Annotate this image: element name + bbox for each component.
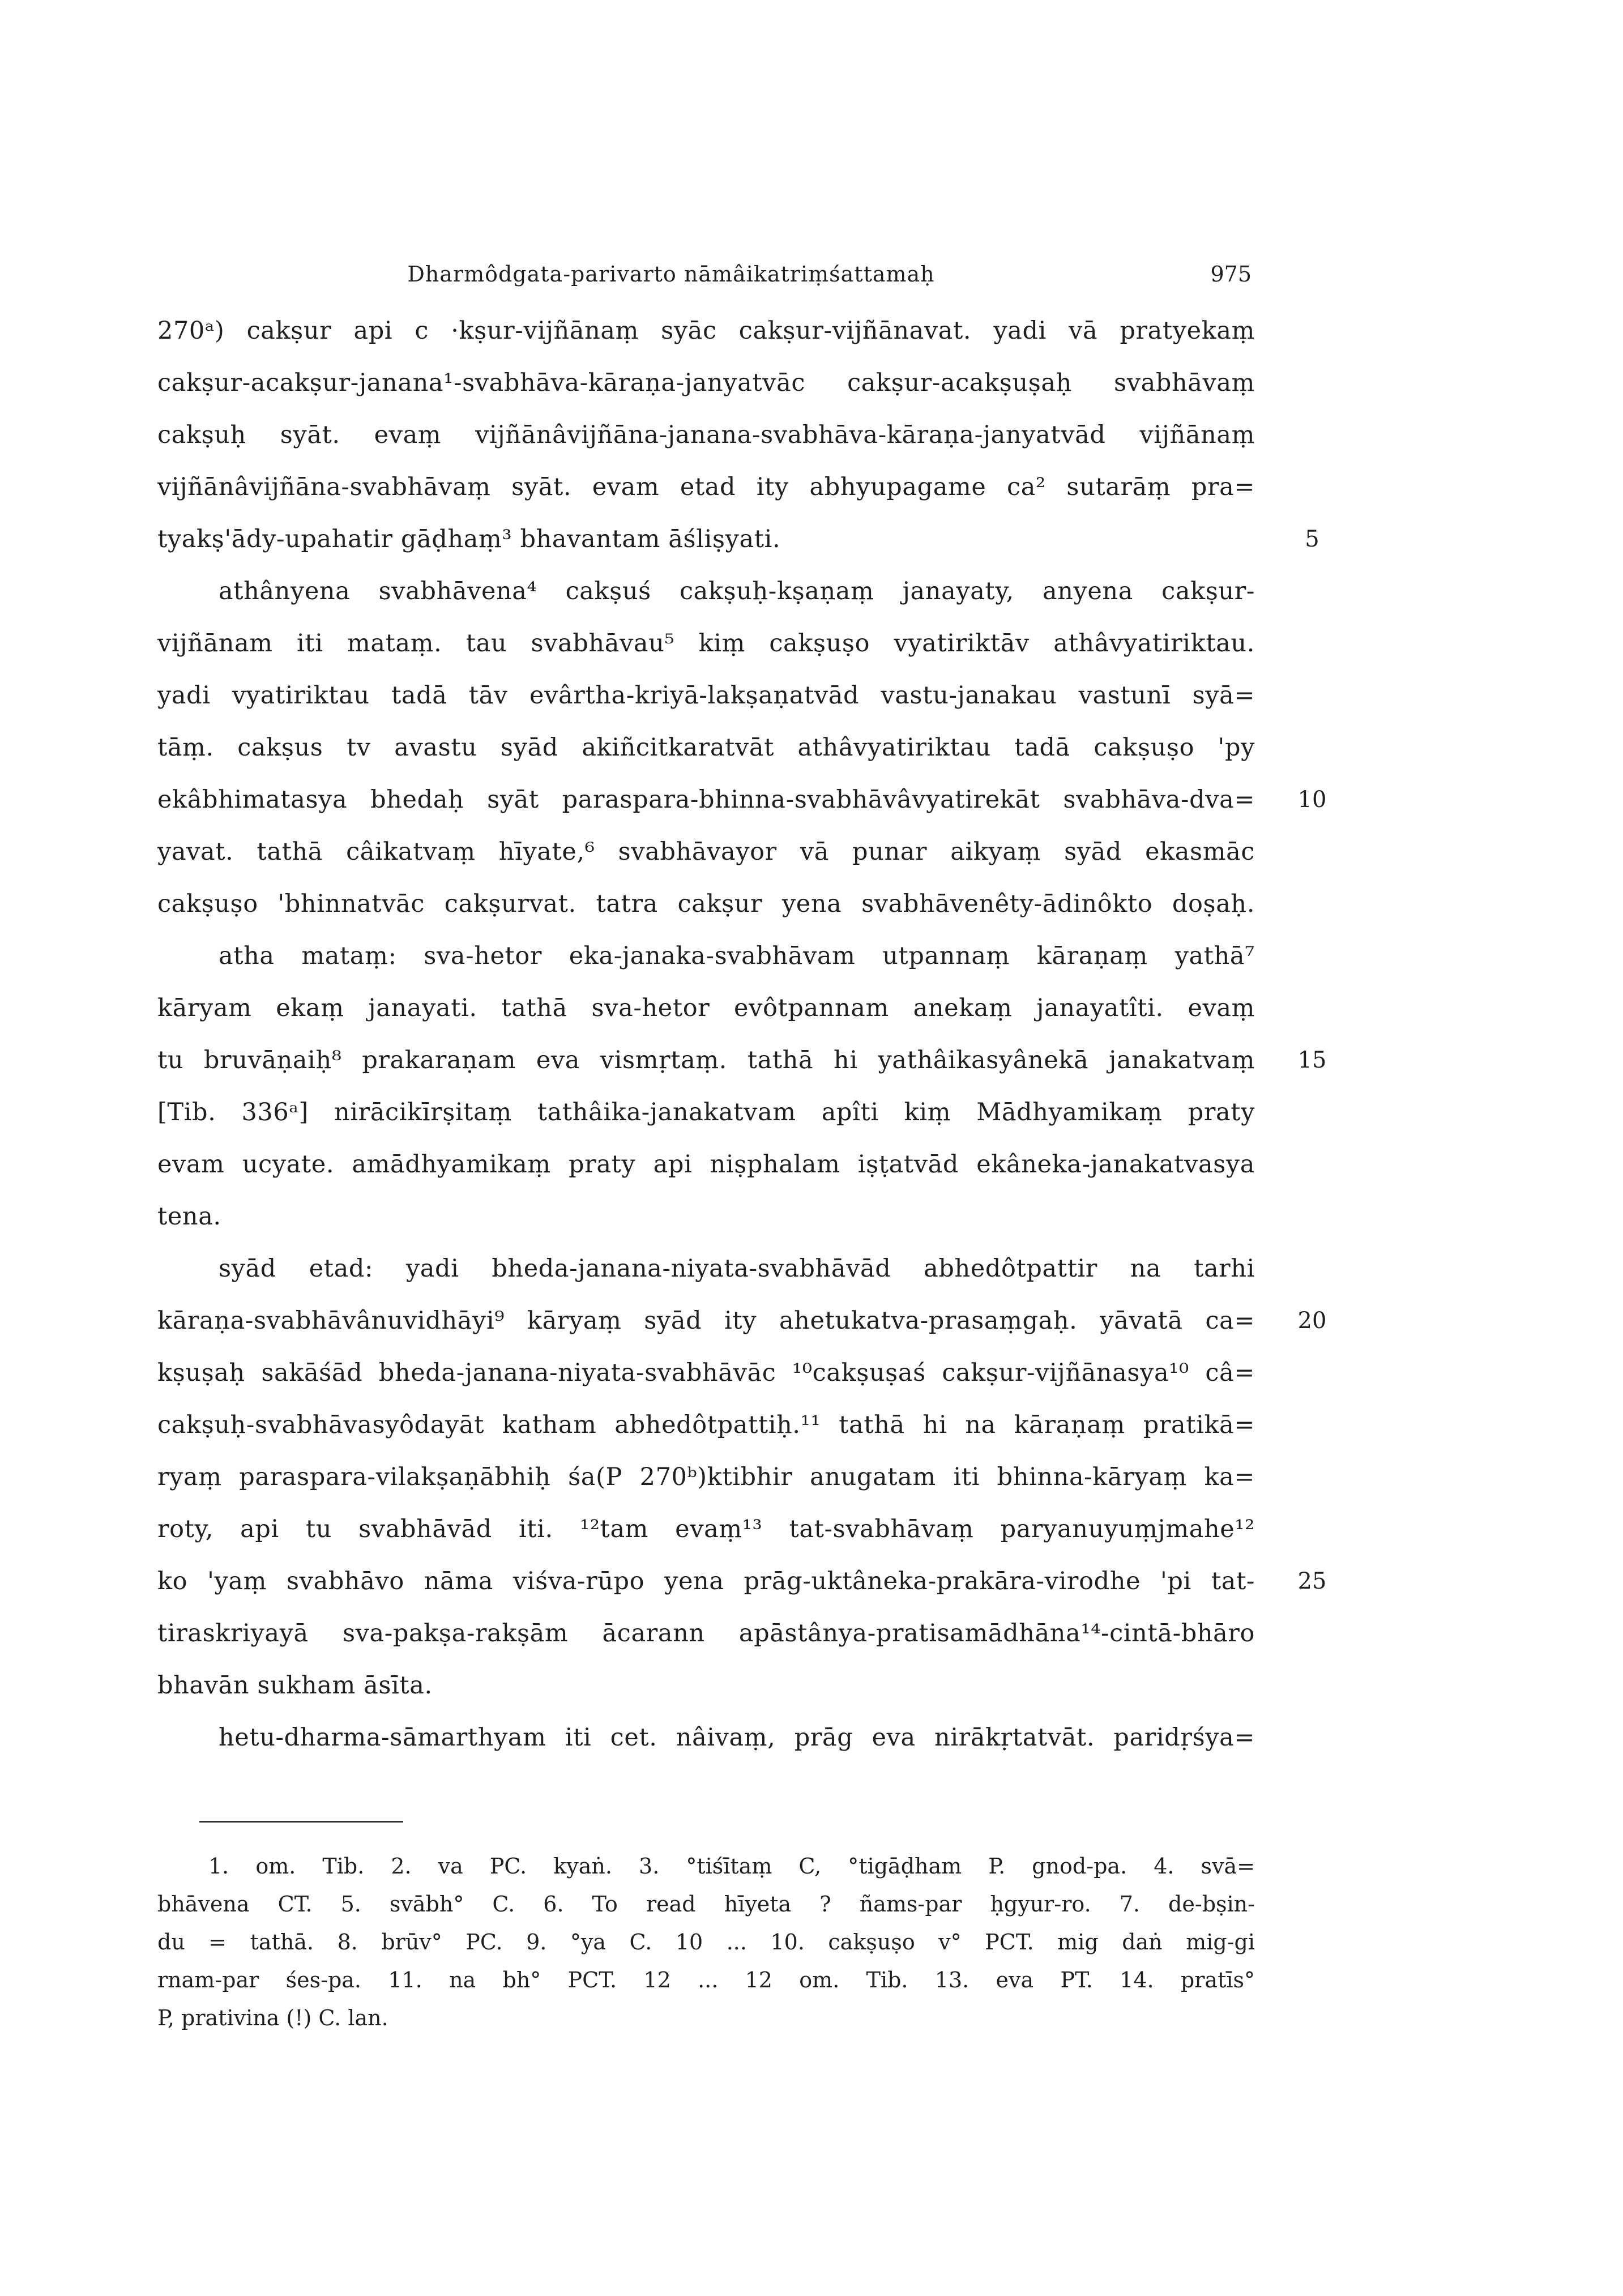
text-line-6: athânyena svabhāvena⁴ cakṣuś cakṣuḥ-kṣaṇaṃ janayaty, anyena cakṣur-	[219, 577, 1255, 605]
text-line-2: cakṣur-acakṣur-janana¹-svabhāva-kāraṇa-janyatvāc cakṣur-acakṣuṣaḥ svabhāvaṃ	[157, 369, 1255, 397]
line-number-10: 10	[1297, 787, 1327, 813]
line-number-5: 5	[1305, 526, 1319, 552]
text-line-1: 270ᵃ) cakṣur api c ·kṣur-vijñānaṃ syāc cakṣur-vijñānavat. yadi vā pratyekaṃ	[157, 317, 1255, 345]
text-line-19: syād etad: yadi bheda-janana-niyata-svabhāvād abhedôtpattir na tarhi	[219, 1254, 1255, 1283]
footnote-line-1: 1. om. Tib. 2. va PC. kyaṅ. 3. °tiśītaṃ C, °tigāḍham P. gnod-pa. 4. svā=	[208, 1854, 1255, 1879]
main-text	[157, 305, 1255, 1764]
footnote-line-3: du = tathā. 8. brūv° PC. 9. °ya C. 10 ... 10. cakṣuṣo v° PCT. mig daṅ mig-gi	[157, 1930, 1255, 1954]
text-line-7: vijñānam iti mataṃ. tau svabhāvau⁵ kiṃ cakṣuṣo vyatiriktāv athâvyatiriktau.	[157, 629, 1255, 658]
page-number: 975	[1210, 262, 1252, 287]
running-title: Dharmôdgata-parivarto nāmâikatriṃśattamaḥ	[407, 262, 935, 287]
text-line-18: tena.	[157, 1202, 221, 1231]
line-number-25: 25	[1297, 1568, 1327, 1594]
text-line-11: yavat. tathā câikatvaṃ hīyate,⁶ svabhāvayor vā punar aikyaṃ syād ekasmāc	[157, 838, 1255, 866]
text-line-23: ryaṃ paraspara-vilakṣaṇābhiḥ śa(P 270ᵇ)ktibhir anugatam iti bhinna-kāryaṃ ka=	[157, 1463, 1255, 1491]
text-line-4: vijñānâvijñāna-svabhāvaṃ syāt. evam etad ity abhyupagame ca² sutarāṃ pra=	[157, 473, 1255, 501]
text-line-25: ko 'yaṃ svabhāvo nāma viśva-rūpo yena prāg-uktâneka-prakāra-virodhe 'pi tat-	[157, 1567, 1255, 1595]
text-line-3: cakṣuḥ syāt. evaṃ vijñānâvijñāna-janana-svabhāva-kāraṇa-janyatvād vijñānaṃ	[157, 421, 1255, 449]
text-line-9: tāṃ. cakṣus tv avastu syād akiñcitkaratvāt athâvyatiriktau tadā cakṣuṣo 'py	[157, 733, 1255, 762]
text-line-14: kāryam ekaṃ janayati. tathā sva-hetor evôtpannam anekaṃ janayatîti. evaṃ	[157, 994, 1255, 1022]
text-line-21: kṣuṣaḥ sakāśād bheda-janana-niyata-svabhāvāc ¹⁰cakṣuṣaś cakṣur-vijñānasya¹⁰ câ=	[157, 1359, 1255, 1387]
text-line-26: tiraskriyayā sva-pakṣa-rakṣām ācarann apāstânya-pratisamādhāna¹⁴-cintā-bhāro	[157, 1619, 1255, 1648]
text-line-16: [Tib. 336ᵃ] nirācikīrṣitaṃ tathâika-janakatvam apîti kiṃ Mādhyamikaṃ praty	[157, 1098, 1255, 1126]
footnote-line-2: bhāvena CT. 5. svābh° C. 6. To read hīyeta ? ñams-par ḥgyur-ro. 7. de-bṣin-	[157, 1892, 1255, 1917]
line-number-15: 15	[1297, 1047, 1327, 1073]
text-line-5: tyakṣ'ādy-upahatir gāḍhaṃ³ bhavantam āśliṣyati.	[157, 525, 781, 553]
footnotes	[157, 1847, 1255, 2037]
text-line-28: hetu-dharma-sāmarthyam iti cet. nâivaṃ, prāg eva nirākṛtatvāt. paridṛśya=	[219, 1723, 1255, 1752]
footnote-line-5: P, prativina (!) C. lan.	[157, 2005, 388, 2030]
text-line-13: atha mataṃ: sva-hetor eka-janaka-svabhāvam utpannaṃ kāraṇaṃ yathā⁷	[219, 942, 1255, 970]
text-line-10: ekâbhimatasya bhedaḥ syāt paraspara-bhinna-svabhāvâvyatirekāt svabhāva-dva=	[157, 786, 1255, 814]
text-line-17: evam ucyate. amādhyamikaṃ praty api niṣphalam iṣṭatvād ekâneka-janakatvasya	[157, 1150, 1255, 1179]
text-line-12: cakṣuṣo 'bhinnatvāc cakṣurvat. tatra cakṣur yena svabhāvenêty-ādinôkto doṣaḥ.	[157, 890, 1255, 918]
footnote-divider	[199, 1821, 403, 1823]
text-line-15: tu bruvāṇaiḥ⁸ prakaraṇam eva vismṛtaṃ. tathā hi yathâikasyânekā janakatvaṃ	[157, 1046, 1255, 1074]
footnote-line-4: rnam-par śes-pa. 11. na bh° PCT. 12 ... 12 om. Tib. 13. eva PT. 14. pratīs°	[157, 1968, 1255, 1992]
text-line-20: kāraṇa-svabhāvânuvidhāyi⁹ kāryaṃ syād ity ahetukatva-prasaṃgaḥ. yāvatā ca=	[157, 1307, 1255, 1335]
line-number-20: 20	[1297, 1308, 1327, 1334]
text-line-27: bhavān sukham āsīta.	[157, 1671, 433, 1700]
text-line-24: roty, api tu svabhāvād iti. ¹²tam evaṃ¹³ tat-svabhāvaṃ paryanuyuṃjmahe¹²	[157, 1515, 1255, 1543]
text-line-22: cakṣuḥ-svabhāvasyôdayāt katham abhedôtpattiḥ.¹¹ tathā hi na kāraṇaṃ pratikā=	[157, 1411, 1255, 1439]
text-line-8: yadi vyatiriktau tadā tāv evârtha-kriyā-lakṣaṇatvād vastu-janakau vastunī syā=	[157, 681, 1255, 710]
